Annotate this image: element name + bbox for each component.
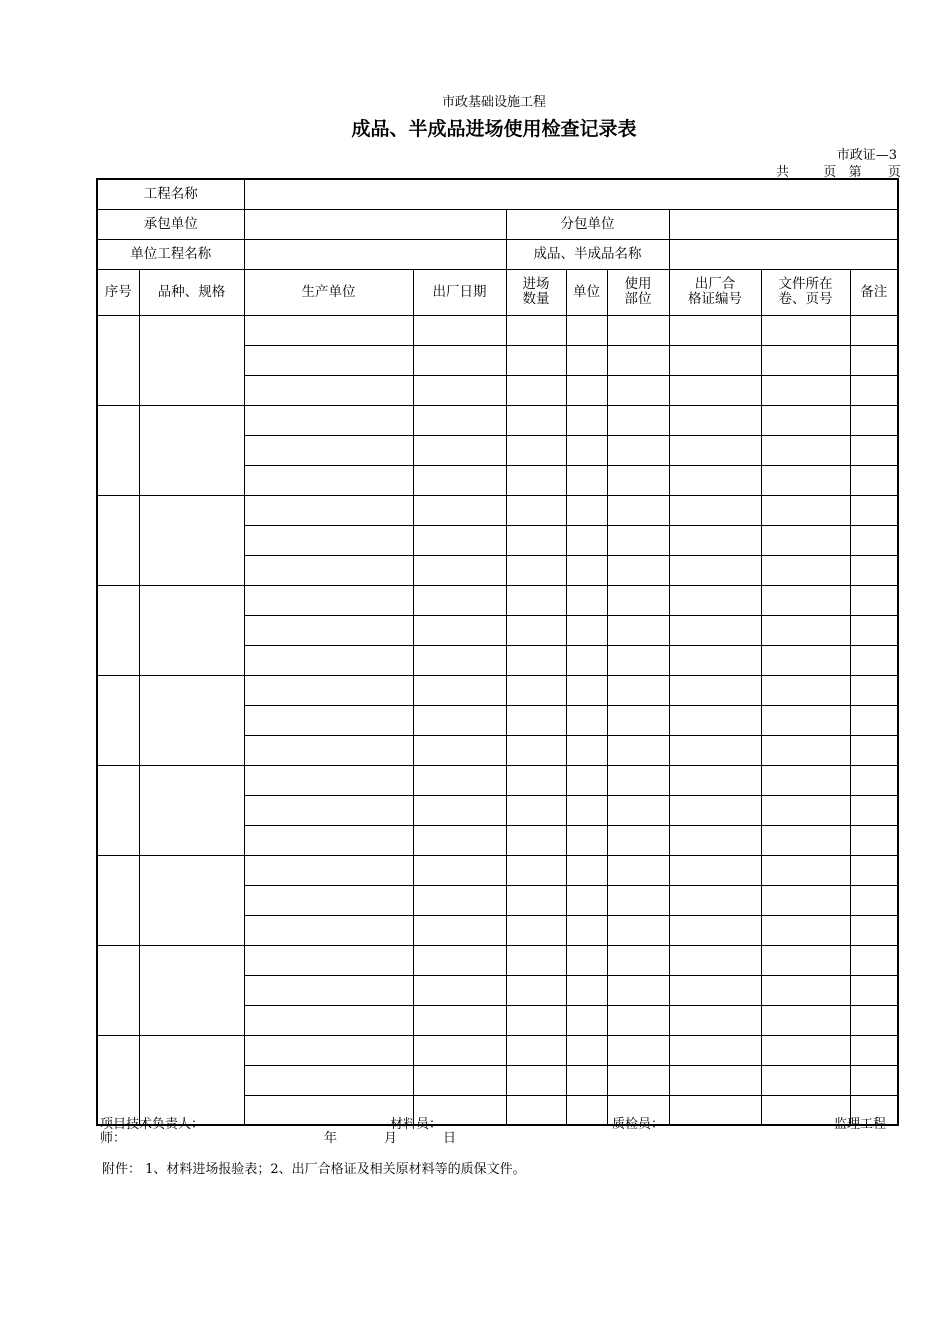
cert-cell[interactable] <box>669 945 761 975</box>
producer-cell[interactable] <box>244 585 413 615</box>
producer-cell[interactable] <box>244 795 413 825</box>
table-row <box>97 495 898 525</box>
file-cell[interactable] <box>761 975 850 1005</box>
cert-cell[interactable] <box>669 825 761 855</box>
seq-cell[interactable] <box>97 315 139 405</box>
col-location-line2: 部位 <box>624 291 652 307</box>
cert-cell[interactable] <box>669 795 761 825</box>
cert-cell[interactable] <box>669 765 761 795</box>
remark-cell[interactable] <box>850 375 898 405</box>
remark-cell[interactable] <box>850 735 898 765</box>
cert-cell[interactable] <box>669 315 761 345</box>
variety-cell[interactable] <box>139 855 244 945</box>
location-cell[interactable] <box>607 765 669 795</box>
producer-cell[interactable] <box>244 315 413 345</box>
qty-cell[interactable] <box>506 345 566 375</box>
unit-cell[interactable] <box>566 735 607 765</box>
location-cell[interactable] <box>607 945 669 975</box>
qty-cell[interactable] <box>506 375 566 405</box>
unit-cell[interactable] <box>566 465 607 495</box>
cert-cell[interactable] <box>669 1095 761 1125</box>
unit-cell[interactable] <box>566 885 607 915</box>
qty-cell[interactable] <box>506 1095 566 1125</box>
location-cell[interactable] <box>607 885 669 915</box>
col-file-line1: 文件所在 <box>778 276 833 292</box>
qty-cell[interactable] <box>506 405 566 435</box>
cert-cell[interactable] <box>669 525 761 555</box>
producer-cell[interactable] <box>244 705 413 735</box>
seq-cell[interactable] <box>97 945 139 1035</box>
location-cell[interactable] <box>607 705 669 735</box>
file-cell[interactable] <box>761 915 850 945</box>
variety-cell[interactable] <box>139 945 244 1035</box>
cert-cell[interactable] <box>669 705 761 735</box>
variety-cell[interactable] <box>139 585 244 675</box>
form-number: 市政证—3 <box>836 148 897 163</box>
cert-cell[interactable] <box>669 435 761 465</box>
file-cell[interactable] <box>761 885 850 915</box>
location-cell[interactable] <box>607 435 669 465</box>
producer-cell[interactable] <box>244 1095 413 1125</box>
remark-cell[interactable] <box>850 795 898 825</box>
contractor-label: 承包单位 <box>97 209 244 239</box>
location-cell[interactable] <box>607 975 669 1005</box>
page-total-label: 共 <box>776 165 790 180</box>
qty-cell[interactable] <box>506 885 566 915</box>
location-cell[interactable] <box>607 315 669 345</box>
col-qty-line1: 进场 <box>522 276 550 292</box>
location-cell[interactable] <box>607 855 669 885</box>
date-month-label: 月 <box>384 1131 398 1146</box>
qty-cell[interactable] <box>506 735 566 765</box>
qty-cell[interactable] <box>506 645 566 675</box>
file-cell[interactable] <box>761 855 850 885</box>
unit-cell[interactable] <box>566 1095 607 1125</box>
unit-cell[interactable] <box>566 555 607 585</box>
col-producer: 生产单位 <box>244 269 413 315</box>
unit-cell[interactable] <box>566 375 607 405</box>
unit-cell[interactable] <box>566 675 607 705</box>
location-cell[interactable] <box>607 465 669 495</box>
date-cell[interactable] <box>413 1065 506 1095</box>
location-cell[interactable] <box>607 345 669 375</box>
date-cell[interactable] <box>413 825 506 855</box>
remark-cell[interactable] <box>850 945 898 975</box>
date-cell[interactable] <box>413 345 506 375</box>
cert-cell[interactable] <box>669 885 761 915</box>
date-cell[interactable] <box>413 675 506 705</box>
remark-cell[interactable] <box>850 435 898 465</box>
date-cell[interactable] <box>413 645 506 675</box>
date-cell[interactable] <box>413 735 506 765</box>
file-cell[interactable] <box>761 465 850 495</box>
project-name-row <box>97 179 898 209</box>
col-qty-line2: 数量 <box>522 291 550 307</box>
producer-cell[interactable] <box>244 735 413 765</box>
seq-cell[interactable] <box>97 585 139 675</box>
qty-cell[interactable] <box>506 975 566 1005</box>
location-cell[interactable] <box>607 645 669 675</box>
col-cert-line1: 出厂合 <box>694 276 736 292</box>
remark-cell[interactable] <box>850 825 898 855</box>
date-cell[interactable] <box>413 555 506 585</box>
seq-cell[interactable] <box>97 855 139 945</box>
unit-cell[interactable] <box>566 1065 607 1095</box>
supervisor-label-a: 监理工程 <box>834 1117 887 1132</box>
qty-cell[interactable] <box>506 315 566 345</box>
remark-cell[interactable] <box>850 675 898 705</box>
cert-cell[interactable] <box>669 645 761 675</box>
remark-cell[interactable] <box>850 465 898 495</box>
unit-cell[interactable] <box>566 315 607 345</box>
unit-cell[interactable] <box>566 795 607 825</box>
remark-cell[interactable] <box>850 495 898 525</box>
col-file <box>761 269 850 315</box>
cert-cell[interactable] <box>669 1005 761 1035</box>
seq-cell[interactable] <box>97 765 139 855</box>
form-subtitle: 市政基础设施工程 <box>441 95 546 110</box>
col-file-line2: 卷、页号 <box>778 291 833 307</box>
unit-cell[interactable] <box>566 525 607 555</box>
date-cell[interactable] <box>413 795 506 825</box>
variety-cell[interactable] <box>139 405 244 495</box>
file-cell[interactable] <box>761 645 850 675</box>
producer-cell[interactable] <box>244 435 413 465</box>
unit-cell[interactable] <box>566 915 607 945</box>
remark-cell[interactable] <box>850 645 898 675</box>
cert-cell[interactable] <box>669 855 761 885</box>
unit-cell[interactable] <box>566 855 607 885</box>
remark-cell[interactable] <box>850 915 898 945</box>
producer-cell[interactable] <box>244 855 413 885</box>
qty-cell[interactable] <box>506 1005 566 1035</box>
col-variety: 品种、规格 <box>139 269 244 315</box>
remark-cell[interactable] <box>850 705 898 735</box>
date-cell[interactable] <box>413 945 506 975</box>
col-location-line1: 使用 <box>624 276 652 292</box>
cert-cell[interactable] <box>669 975 761 1005</box>
contractor-field[interactable] <box>244 209 506 239</box>
file-cell[interactable] <box>761 705 850 735</box>
qty-cell[interactable] <box>506 555 566 585</box>
material-label: 材料员： <box>390 1117 443 1132</box>
file-cell[interactable] <box>761 585 850 615</box>
product-name-field[interactable] <box>669 239 898 269</box>
producer-cell[interactable] <box>244 1065 413 1095</box>
remark-cell[interactable] <box>850 525 898 555</box>
date-cell[interactable] <box>413 705 506 735</box>
subcontractor-field[interactable] <box>669 209 898 239</box>
file-cell[interactable] <box>761 315 850 345</box>
table-row <box>97 945 898 975</box>
qty-cell[interactable] <box>506 855 566 885</box>
file-cell[interactable] <box>761 825 850 855</box>
producer-cell[interactable] <box>244 405 413 435</box>
variety-cell[interactable] <box>139 495 244 585</box>
location-cell[interactable] <box>607 585 669 615</box>
variety-cell[interactable] <box>139 1035 244 1125</box>
location-cell[interactable] <box>607 495 669 525</box>
qty-cell[interactable] <box>506 705 566 735</box>
unit-cell[interactable] <box>566 945 607 975</box>
location-cell[interactable] <box>607 795 669 825</box>
variety-cell[interactable] <box>139 675 244 765</box>
project-name-label: 工程名称 <box>97 179 244 209</box>
table-row <box>97 405 898 435</box>
col-remark: 备注 <box>850 269 898 315</box>
qty-cell[interactable] <box>506 825 566 855</box>
location-cell[interactable] <box>607 735 669 765</box>
seq-cell[interactable] <box>97 675 139 765</box>
date-cell[interactable] <box>413 585 506 615</box>
table-row <box>97 1035 898 1065</box>
unit-cell[interactable] <box>566 615 607 645</box>
remark-cell[interactable] <box>850 885 898 915</box>
file-cell[interactable] <box>761 945 850 975</box>
producer-cell[interactable] <box>244 615 413 645</box>
table-row <box>97 765 898 795</box>
unit-cell[interactable] <box>566 435 607 465</box>
table-row <box>97 675 898 705</box>
producer-cell[interactable] <box>244 555 413 585</box>
file-cell[interactable] <box>761 345 850 375</box>
qty-cell[interactable] <box>506 495 566 525</box>
cert-cell[interactable] <box>669 675 761 705</box>
seq-cell[interactable] <box>97 405 139 495</box>
qty-cell[interactable] <box>506 915 566 945</box>
unit-project-row <box>97 239 898 269</box>
producer-cell[interactable] <box>244 495 413 525</box>
location-cell[interactable] <box>607 525 669 555</box>
variety-cell[interactable] <box>139 765 244 855</box>
producer-cell[interactable] <box>244 945 413 975</box>
producer-cell[interactable] <box>244 345 413 375</box>
qty-cell[interactable] <box>506 1035 566 1065</box>
file-cell[interactable] <box>761 555 850 585</box>
unit-cell[interactable] <box>566 825 607 855</box>
page-unit-label: 页 <box>823 165 837 180</box>
cert-cell[interactable] <box>669 465 761 495</box>
date-cell[interactable] <box>413 315 506 345</box>
date-cell[interactable] <box>413 975 506 1005</box>
date-cell[interactable] <box>413 465 506 495</box>
remark-cell[interactable] <box>850 585 898 615</box>
date-cell[interactable] <box>413 855 506 885</box>
qty-cell[interactable] <box>506 615 566 645</box>
cert-cell[interactable] <box>669 735 761 765</box>
seq-cell[interactable] <box>97 495 139 585</box>
remark-cell[interactable] <box>850 345 898 375</box>
date-cell[interactable] <box>413 495 506 525</box>
location-cell[interactable] <box>607 1005 669 1035</box>
table-row <box>97 855 898 885</box>
cert-cell[interactable] <box>669 615 761 645</box>
table-row <box>97 585 898 615</box>
qty-cell[interactable] <box>506 435 566 465</box>
date-cell[interactable] <box>413 765 506 795</box>
producer-cell[interactable] <box>244 825 413 855</box>
cert-cell[interactable] <box>669 495 761 525</box>
remark-cell[interactable] <box>850 1005 898 1035</box>
unit-cell[interactable] <box>566 585 607 615</box>
cert-cell[interactable] <box>669 375 761 405</box>
cert-cell[interactable] <box>669 555 761 585</box>
date-cell[interactable] <box>413 885 506 915</box>
producer-cell[interactable] <box>244 645 413 675</box>
date-year-label: 年 <box>324 1131 338 1146</box>
file-cell[interactable] <box>761 375 850 405</box>
project-name-field[interactable] <box>244 179 898 209</box>
producer-cell[interactable] <box>244 675 413 705</box>
date-cell[interactable] <box>413 615 506 645</box>
cert-cell[interactable] <box>669 345 761 375</box>
location-cell[interactable] <box>607 1035 669 1065</box>
col-seq: 序号 <box>97 269 139 315</box>
qty-cell[interactable] <box>506 585 566 615</box>
producer-cell[interactable] <box>244 525 413 555</box>
file-cell[interactable] <box>761 735 850 765</box>
producer-cell[interactable] <box>244 885 413 915</box>
unit-cell[interactable] <box>566 645 607 675</box>
cert-cell[interactable] <box>669 405 761 435</box>
supervisor-label-b: 师： <box>100 1131 127 1146</box>
date-cell[interactable] <box>413 915 506 945</box>
product-name-label: 成品、半成品名称 <box>506 239 669 269</box>
unit-cell[interactable] <box>566 495 607 525</box>
cert-cell[interactable] <box>669 1065 761 1095</box>
qty-cell[interactable] <box>506 675 566 705</box>
page-current-label: 第 <box>848 165 862 180</box>
date-cell[interactable] <box>413 405 506 435</box>
unit-cell[interactable] <box>566 765 607 795</box>
file-cell[interactable] <box>761 435 850 465</box>
remark-cell[interactable] <box>850 1065 898 1095</box>
date-cell[interactable] <box>413 375 506 405</box>
location-cell[interactable] <box>607 555 669 585</box>
file-cell[interactable] <box>761 1065 850 1095</box>
variety-cell[interactable] <box>139 315 244 405</box>
col-date: 出厂日期 <box>413 269 506 315</box>
unit-cell[interactable] <box>566 345 607 375</box>
location-cell[interactable] <box>607 825 669 855</box>
unit-cell[interactable] <box>566 705 607 735</box>
qty-cell[interactable] <box>506 765 566 795</box>
qty-cell[interactable] <box>506 465 566 495</box>
unit-project-label: 单位工程名称 <box>97 239 244 269</box>
remark-cell[interactable] <box>850 975 898 1005</box>
location-cell[interactable] <box>607 915 669 945</box>
file-cell[interactable] <box>761 1005 850 1035</box>
date-cell[interactable] <box>413 1035 506 1065</box>
col-qty <box>506 269 566 315</box>
subcontractor-label: 分包单位 <box>506 209 669 239</box>
column-header-row <box>97 269 898 315</box>
qty-cell[interactable] <box>506 795 566 825</box>
qty-cell[interactable] <box>506 525 566 555</box>
remark-cell[interactable] <box>850 615 898 645</box>
file-cell[interactable] <box>761 795 850 825</box>
producer-cell[interactable] <box>244 375 413 405</box>
unit-project-field[interactable] <box>244 239 506 269</box>
cert-cell[interactable] <box>669 585 761 615</box>
date-day-label: 日 <box>443 1131 457 1146</box>
col-cert-line2: 格证编号 <box>688 291 742 307</box>
file-cell[interactable] <box>761 765 850 795</box>
location-cell[interactable] <box>607 375 669 405</box>
date-cell[interactable] <box>413 435 506 465</box>
cert-cell[interactable] <box>669 1035 761 1065</box>
producer-cell[interactable] <box>244 1005 413 1035</box>
col-location <box>607 269 669 315</box>
unit-cell[interactable] <box>566 975 607 1005</box>
file-cell[interactable] <box>761 1035 850 1065</box>
attachment-note: 附件： 1、材料进场报验表；2、出厂合格证及相关原材料等的质保文件。 <box>102 1162 526 1177</box>
unit-cell[interactable] <box>566 1005 607 1035</box>
col-unit: 单位 <box>566 269 607 315</box>
table-row <box>97 315 898 345</box>
date-cell[interactable] <box>413 525 506 555</box>
location-cell[interactable] <box>607 1065 669 1095</box>
seq-cell[interactable] <box>97 1035 139 1125</box>
qty-cell[interactable] <box>506 945 566 975</box>
file-cell[interactable] <box>761 615 850 645</box>
producer-cell[interactable] <box>244 975 413 1005</box>
producer-cell[interactable] <box>244 765 413 795</box>
remark-cell[interactable] <box>850 855 898 885</box>
producer-cell[interactable] <box>244 915 413 945</box>
location-cell[interactable] <box>607 615 669 645</box>
file-cell[interactable] <box>761 675 850 705</box>
file-cell[interactable] <box>761 405 850 435</box>
unit-cell[interactable] <box>566 405 607 435</box>
remark-cell[interactable] <box>850 1035 898 1065</box>
producer-cell[interactable] <box>244 1035 413 1065</box>
tech-lead-label: 项目技术负责人： <box>100 1117 205 1132</box>
form-title: 成品、半成品进场使用检查记录表 <box>351 118 637 140</box>
location-cell[interactable] <box>607 675 669 705</box>
date-cell[interactable] <box>413 1005 506 1035</box>
remark-cell[interactable] <box>850 765 898 795</box>
location-cell[interactable] <box>607 405 669 435</box>
remark-cell[interactable] <box>850 555 898 585</box>
producer-cell[interactable] <box>244 465 413 495</box>
col-cert <box>669 269 761 315</box>
cert-cell[interactable] <box>669 915 761 945</box>
qty-cell[interactable] <box>506 1065 566 1095</box>
contractor-row <box>97 209 898 239</box>
unit-cell[interactable] <box>566 1035 607 1065</box>
record-table <box>96 178 899 1126</box>
file-cell[interactable] <box>761 525 850 555</box>
file-cell[interactable] <box>761 495 850 525</box>
page-unit2-label: 页 <box>887 165 901 180</box>
qc-label: 质检员： <box>612 1117 665 1132</box>
remark-cell[interactable] <box>850 405 898 435</box>
remark-cell[interactable] <box>850 315 898 345</box>
